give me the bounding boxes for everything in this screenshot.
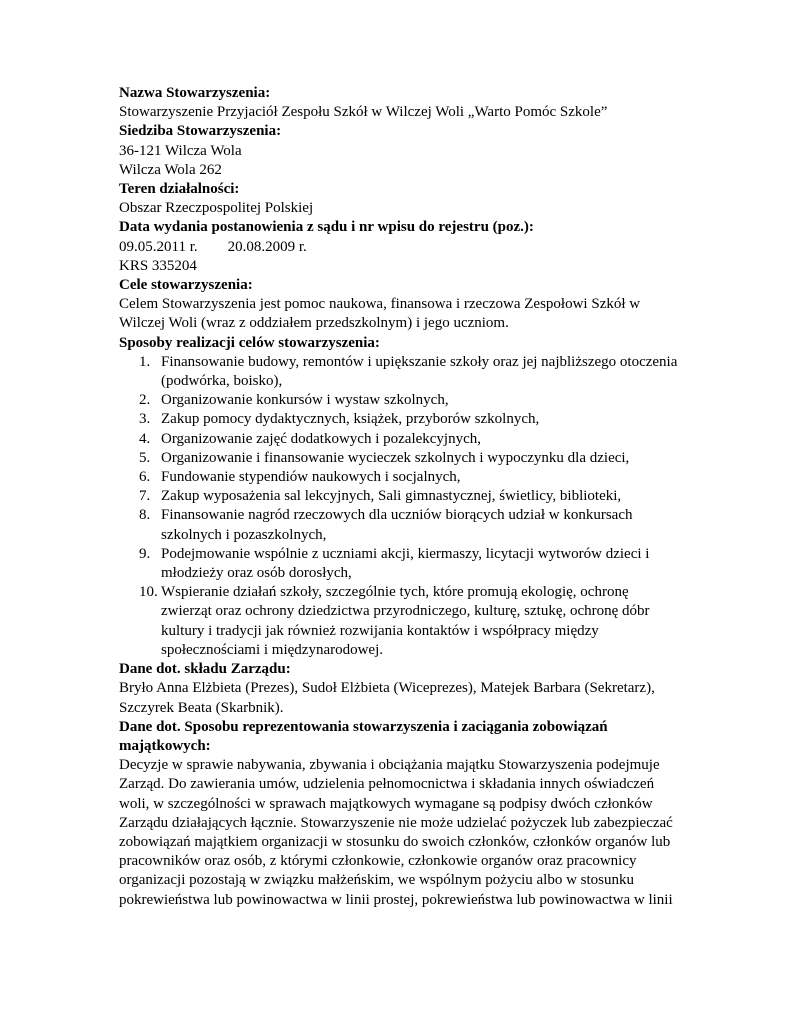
list-item-number: 6. [139, 469, 151, 486]
list-item-number: 7. [139, 488, 151, 505]
list-item-text: Podejmowanie wspólnie z uczniami akcji, kiermaszy, licytacji wytworów dzieci i młodzieży oraz osób dorosłych, [161, 545, 650, 582]
list-item-text: Finansowanie budowy, remontów i upiększanie szkoły oraz jej najbliższego otoczenia (podwórka, boisko), [161, 353, 678, 390]
area-value: Obszar Rzeczpospolitej Polskiej [119, 200, 314, 217]
representation-value: Decyzje w sprawie nabywania, zbywania i obciążania majątku Stowarzyszenia podejmuje Zarząd. Do zawierania umów, udzielenia pełnomocnictwa i składania innych oświadczeń woli, w szczególności w sprawach majątkowych wymagane są podpisy dwóch członków Zarządu działających łącznie. Stowarzyszenie nie może udzielać pożyczek lub zabezpieczać zobowiązań majątkiem organizacji w stosunku do swoich członków, członków organów lub pracowników oraz osób, z którymi członkowie, członkowie organów oraz pracownicy organizacji pozostają w związku małżeńskim, we wspólnym pożyciu albo w stosunku pokrewieństwa lub powinowactwa w linii prostej, pokrewieństwa lub powinowactwa w linii [119, 757, 673, 908]
list-item-text: Zakup pomocy dydaktycznych, książek, przyborów szkolnych, [161, 411, 540, 428]
ruling-date: 09.05.2011 r. [119, 238, 198, 255]
list-item-text: Organizowanie konkursów i wystaw szkolnych, [161, 392, 449, 409]
methods-list [119, 353, 679, 660]
methods-list-item [139, 391, 679, 410]
methods-heading: Sposoby realizacji celów stowarzyszenia: [119, 334, 380, 351]
representation-heading: Dane dot. Sposobu reprezentowania stowarzyszenia i zaciągania zobowiązań majątkowych: [119, 718, 608, 754]
methods-list-item [139, 506, 679, 544]
list-item-text: Fundowanie stypendiów naukowych i socjalnych, [161, 469, 461, 486]
registry-entry-date: 20.08.2009 r. [227, 238, 307, 255]
goals-value: Celem Stowarzyszenia jest pomoc naukowa, finansowa i rzeczowa Zespołowi Szkół w Wilczej Woli (wraz z oddziałem przedszkolnym) i jego uczniom. [119, 296, 641, 332]
seat-heading: Siedziba Stowarzyszenia: [119, 123, 282, 140]
list-item-number: 10. [139, 584, 158, 601]
krs-number: KRS 335204 [119, 257, 197, 274]
list-item-number: 2. [139, 392, 151, 409]
list-item-number: 8. [139, 507, 151, 524]
seat-line-1: 36-121 Wilcza Wola [119, 142, 242, 159]
area-heading: Teren działalności: [119, 181, 240, 198]
list-item-number: 9. [139, 545, 151, 562]
methods-list-item [139, 410, 679, 429]
registration-date-heading: Data wydania postanowienia z sądu i nr wpisu do rejestru (poz.): [119, 219, 534, 236]
list-item-text: Organizowanie i finansowanie wycieczek szkolnych i wypoczynku dla dzieci, [161, 449, 630, 466]
methods-list-item [139, 487, 679, 506]
goals-heading: Cele stowarzyszenia: [119, 277, 253, 294]
board-value: Bryło Anna Elżbieta (Prezes), Sudoł Elżbieta (Wiceprezes), Matejek Barbara (Sekretarz), Szczyrek Beata (Skarbnik). [119, 680, 655, 716]
document-page [119, 84, 679, 910]
list-item-number: 3. [139, 411, 151, 428]
list-item-text: Wspieranie działań szkoły, szczególnie tych, które promują ekologię, ochronę zwierząt oraz ochrony dziedzictwa przyrodniczego, kulturę, sztukę, ochronę dóbr kultury i tradycji jak również rozwijania kontaktów i współpracy między społecznościami i międzynarodowej. [161, 584, 650, 658]
list-item-text: Zakup wyposażenia sal lekcyjnych, Sali gimnastycznej, świetlicy, biblioteki, [161, 488, 622, 505]
methods-list-item [139, 583, 679, 660]
registration-dates [119, 238, 679, 257]
list-item-number: 1. [139, 353, 151, 370]
methods-list-item [139, 430, 679, 449]
list-item-text: Organizowanie zajęć dodatkowych i pozalekcyjnych, [161, 430, 482, 447]
association-name-value: Stowarzyszenie Przyjaciół Zespołu Szkół w Wilczej Woli „Warto Pomóc Szkole” [119, 104, 608, 121]
methods-list-item [139, 468, 679, 487]
list-item-number: 5. [139, 449, 151, 466]
board-heading: Dane dot. składu Zarządu: [119, 661, 291, 678]
methods-list-item [139, 545, 679, 583]
methods-list-item [139, 449, 679, 468]
methods-list-item [139, 353, 679, 391]
seat-line-2: Wilcza Wola 262 [119, 161, 222, 178]
list-item-text: Finansowanie nagród rzeczowych dla uczniów biorących udział w konkursach szkolnych i pozaszkolnych, [161, 507, 633, 543]
association-name-heading: Nazwa Stowarzyszenia: [119, 85, 271, 101]
list-item-number: 4. [139, 430, 151, 447]
